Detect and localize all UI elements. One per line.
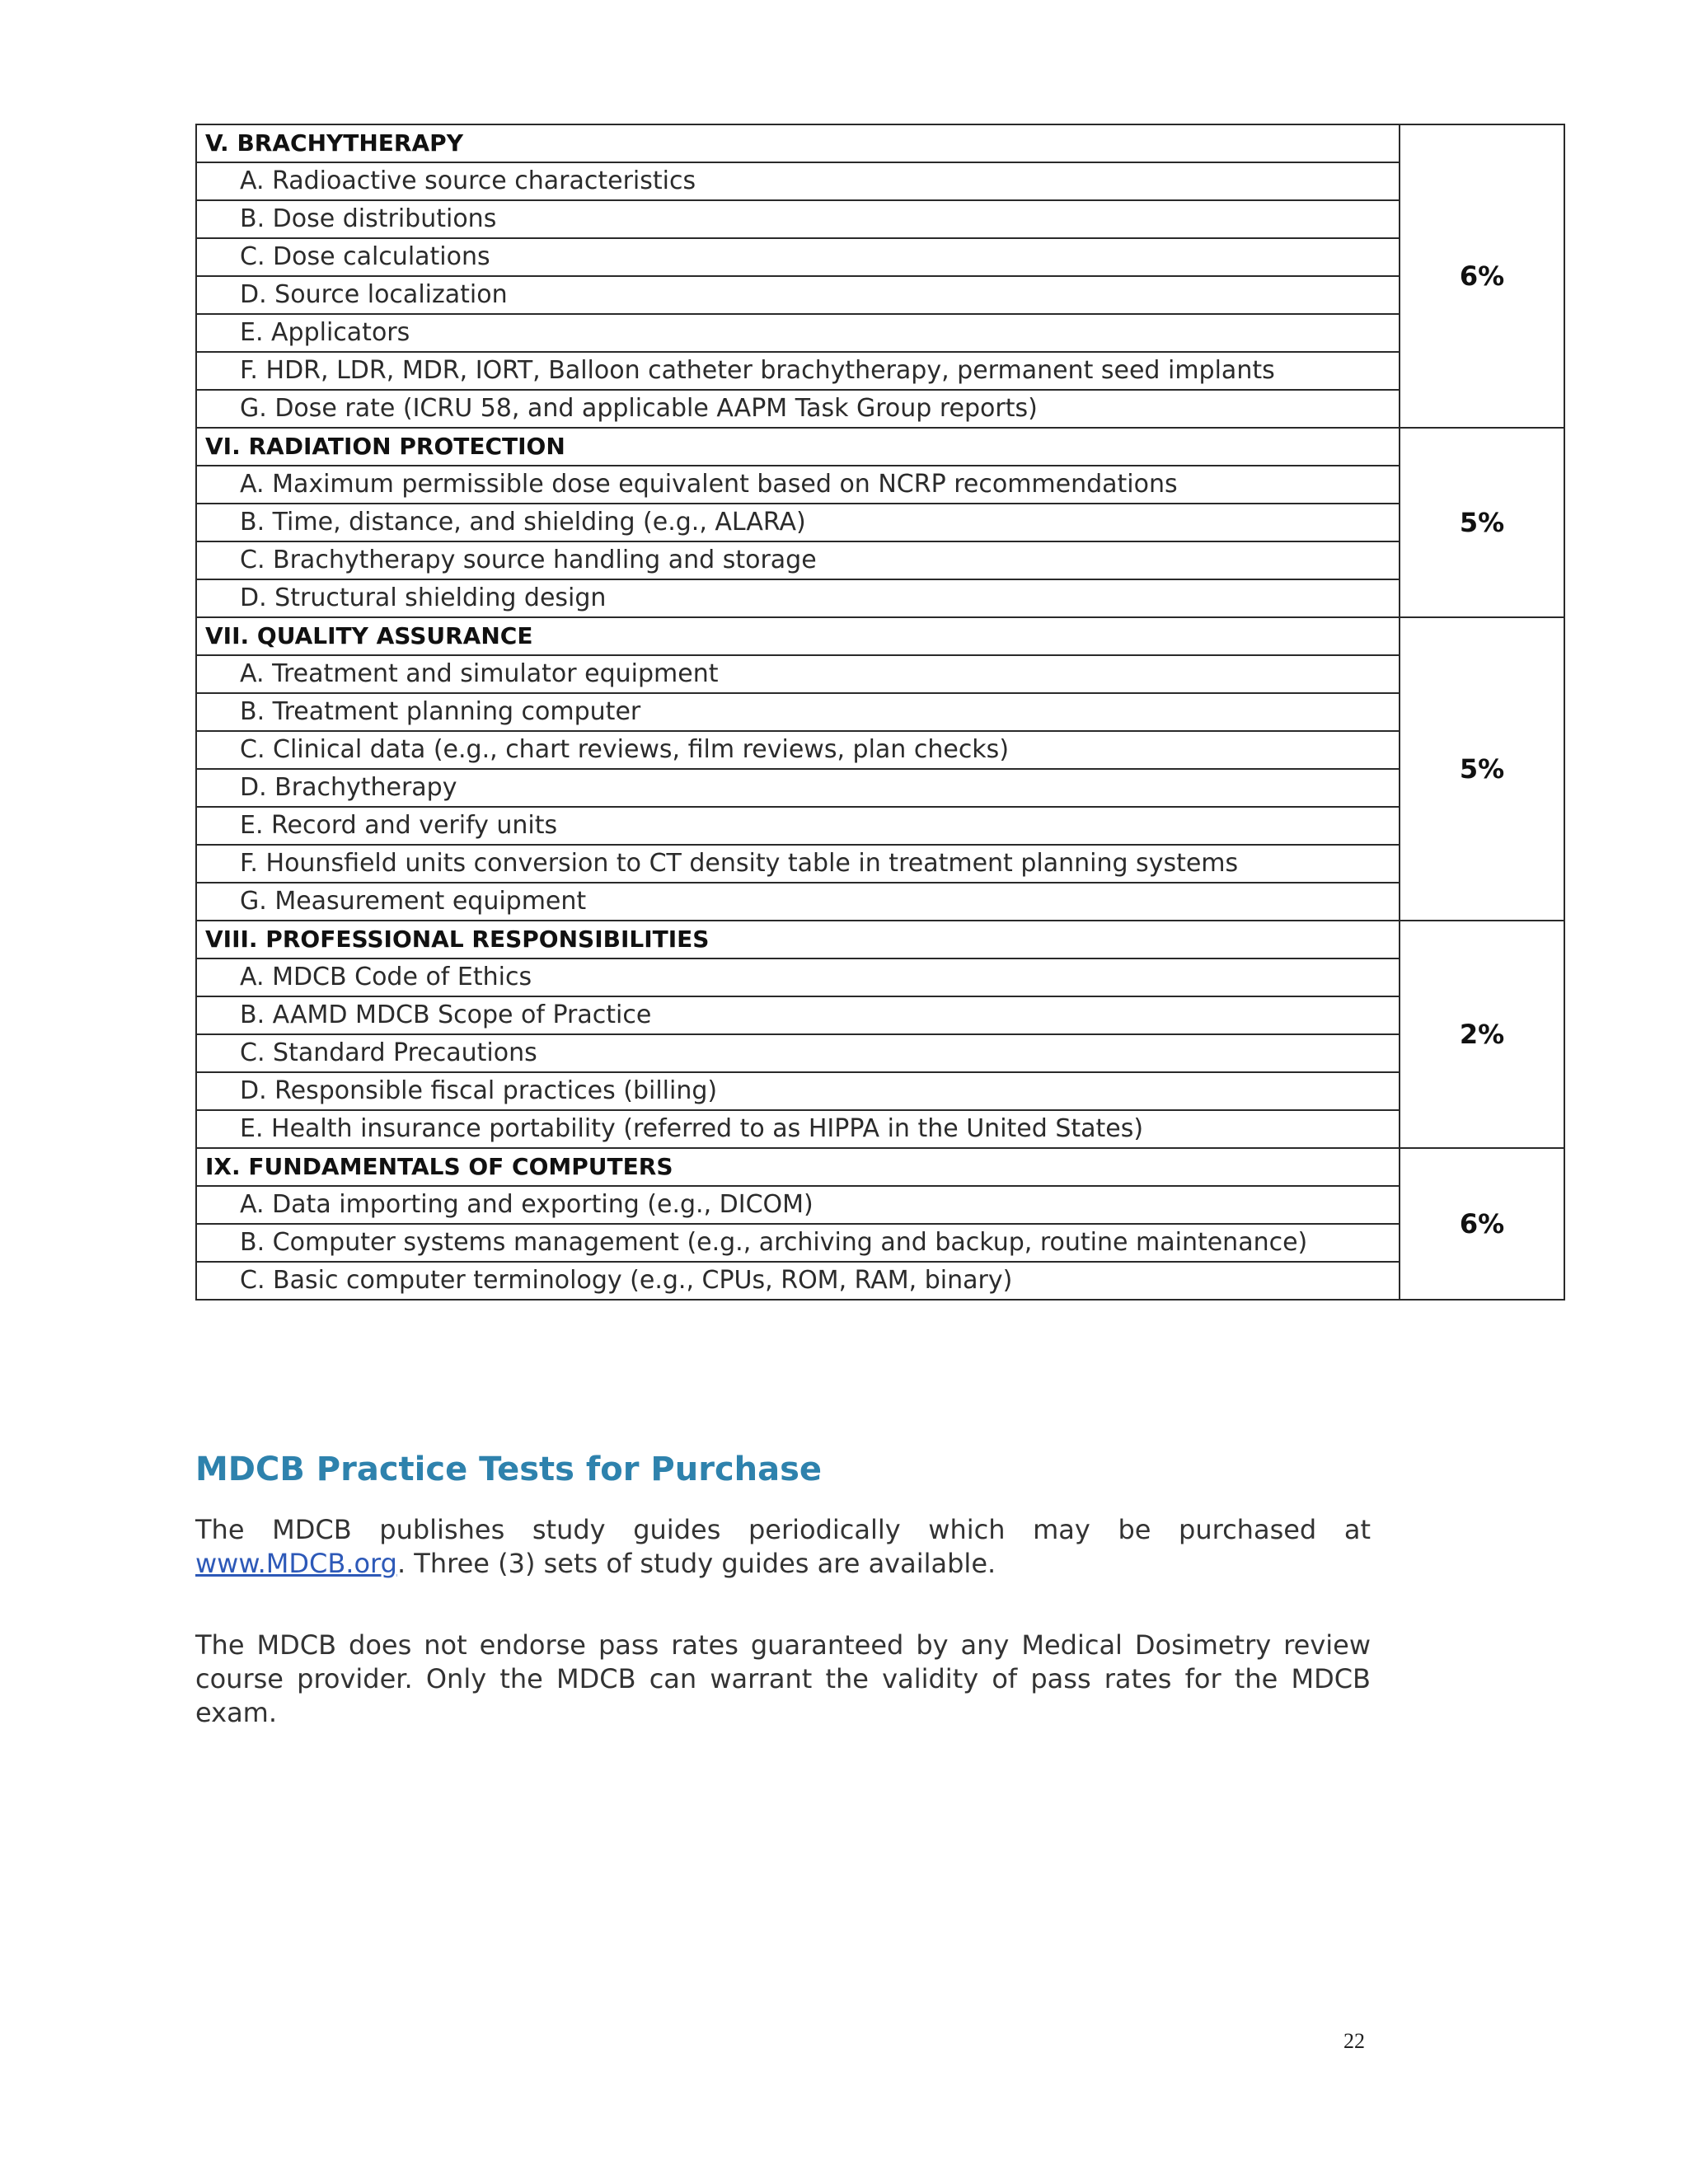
topic-item: A. MDCB Code of Ethics xyxy=(196,958,1400,996)
topic-item: E. Record and verify units xyxy=(196,807,1400,845)
topic-row xyxy=(196,845,1564,883)
section-percentage: 5% xyxy=(1400,428,1564,617)
topic-row xyxy=(196,769,1564,807)
topic-item: D. Source localization xyxy=(196,276,1400,314)
topic-item: B. AAMD MDCB Scope of Practice xyxy=(196,996,1400,1034)
paragraph-1-text-end: . Three (3) sets of study guides are available. xyxy=(396,1548,996,1579)
topic-row xyxy=(196,807,1564,845)
topic-item: B. Time, distance, and shielding (e.g., ALARA) xyxy=(196,504,1400,541)
section-row xyxy=(196,617,1564,655)
topic-item: G. Dose rate (ICRU 58, and applicable AAPM Task Group reports) xyxy=(196,390,1400,428)
practice-tests-paragraph-2: The MDCB does not endorse pass rates guaranteed by any Medical Dosimetry review course provider. Only the MDCB can warrant the validity of pass rates for the MDCB exam. xyxy=(195,1629,1371,1728)
topic-item: C. Dose calculations xyxy=(196,238,1400,276)
section-row xyxy=(196,124,1564,162)
topic-item: F. Hounsfield units conversion to CT density table in treatment planning systems xyxy=(196,845,1400,883)
topic-item: B. Dose distributions xyxy=(196,200,1400,238)
topic-item: B. Computer systems management (e.g., archiving and backup, routine maintenance) xyxy=(196,1224,1400,1262)
section-title: VII. QUALITY ASSURANCE xyxy=(196,617,1400,655)
practice-tests-heading: MDCB Practice Tests for Purchase xyxy=(195,1451,823,1488)
topic-item: E. Health insurance portability (referred to as HIPPA in the United States) xyxy=(196,1110,1400,1148)
topic-item: A. Maximum permissible dose equivalent based on NCRP recommendations xyxy=(196,466,1400,504)
section-title: VI. RADIATION PROTECTION xyxy=(196,428,1400,466)
topic-item: C. Brachytherapy source handling and storage xyxy=(196,541,1400,579)
topic-item: C. Standard Precautions xyxy=(196,1034,1400,1072)
section-percentage: 6% xyxy=(1400,1148,1564,1300)
section-percentage: 2% xyxy=(1400,921,1564,1148)
topic-item: F. HDR, LDR, MDR, IORT, Balloon catheter brachytherapy, permanent seed implants xyxy=(196,352,1400,390)
topic-row xyxy=(196,162,1564,200)
topic-row xyxy=(196,1034,1564,1072)
topic-item: A. Treatment and simulator equipment xyxy=(196,655,1400,693)
topic-row xyxy=(196,655,1564,693)
topic-row xyxy=(196,276,1564,314)
topic-row xyxy=(196,883,1564,921)
topic-item: A. Radioactive source characteristics xyxy=(196,162,1400,200)
topic-row xyxy=(196,1224,1564,1262)
topic-row xyxy=(196,1262,1564,1300)
topic-item: E. Applicators xyxy=(196,314,1400,352)
topic-item: C. Basic computer terminology (e.g., CPUs, ROM, RAM, binary) xyxy=(196,1262,1400,1300)
topic-row xyxy=(196,1186,1564,1224)
topic-row xyxy=(196,314,1564,352)
outline-table-body xyxy=(196,124,1564,1300)
exam-content-outline-table xyxy=(195,124,1565,1301)
topic-row xyxy=(196,693,1564,731)
mdcb-website-link[interactable]: www.MDCB.org xyxy=(195,1548,397,1579)
topic-row xyxy=(196,579,1564,617)
section-row xyxy=(196,428,1564,466)
section-title: V. BRACHYTHERAPY xyxy=(196,124,1400,162)
topic-row xyxy=(196,1072,1564,1110)
topic-item: B. Treatment planning computer xyxy=(196,693,1400,731)
topic-row xyxy=(196,352,1564,390)
topic-row xyxy=(196,466,1564,504)
page-number: 22 xyxy=(1343,2029,1365,2053)
paragraph-1-text-start: The MDCB publishes study guides periodically which may be purchased at xyxy=(195,1514,1371,1545)
section-title: IX. FUNDAMENTALS OF COMPUTERS xyxy=(196,1148,1400,1186)
topic-item: D. Responsible fiscal practices (billing) xyxy=(196,1072,1400,1110)
topic-row xyxy=(196,541,1564,579)
section-percentage: 6% xyxy=(1400,124,1564,428)
topic-row xyxy=(196,238,1564,276)
topic-item: D. Brachytherapy xyxy=(196,769,1400,807)
topic-row xyxy=(196,731,1564,769)
section-row xyxy=(196,921,1564,958)
topic-row xyxy=(196,200,1564,238)
topic-row xyxy=(196,996,1564,1034)
topic-row xyxy=(196,1110,1564,1148)
practice-tests-paragraph-1 xyxy=(195,1513,1371,1581)
topic-row xyxy=(196,958,1564,996)
topic-item: A. Data importing and exporting (e.g., DICOM) xyxy=(196,1186,1400,1224)
topic-row xyxy=(196,390,1564,428)
section-row xyxy=(196,1148,1564,1186)
topic-item: G. Measurement equipment xyxy=(196,883,1400,921)
topic-row xyxy=(196,504,1564,541)
topic-item: C. Clinical data (e.g., chart reviews, film reviews, plan checks) xyxy=(196,731,1400,769)
section-title: VIII. PROFESSIONAL RESPONSIBILITIES xyxy=(196,921,1400,958)
section-percentage: 5% xyxy=(1400,617,1564,921)
topic-item: D. Structural shielding design xyxy=(196,579,1400,617)
